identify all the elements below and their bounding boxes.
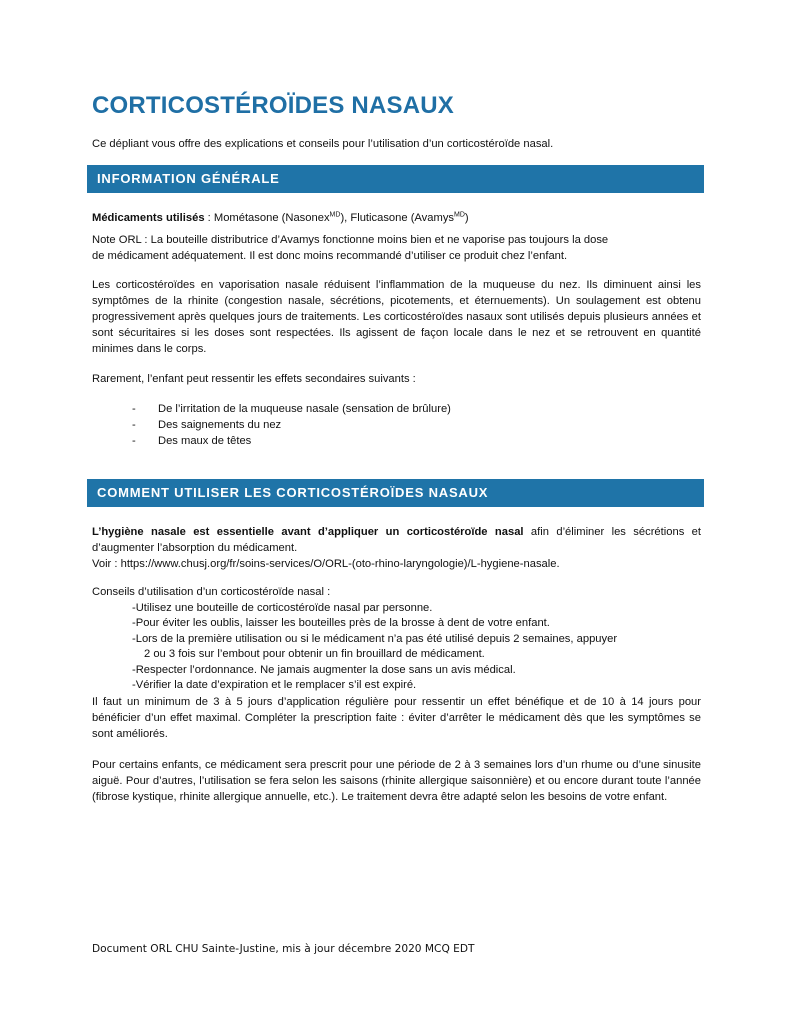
- list-item-text: De l’irritation de la muqueuse nasale (sensation de brûlure): [158, 403, 451, 415]
- trademark-sup-1: MD: [329, 211, 341, 219]
- list-item: [132, 401, 451, 417]
- tip-item: -Lors de la première utilisation ou si le médicament n’a pas été utilisé depuis 2 semaines, appuyer: [132, 632, 618, 645]
- tip-item: -Utilisez une bouteille de corticostéroïde nasal par personne.: [132, 601, 433, 614]
- intro-text: Ce dépliant vous offre des explications et conseils pour l’utilisation d’un corticostéroïde nasal.: [92, 138, 554, 150]
- hygiene-paragraph: [92, 524, 701, 556]
- trademark-sup-2: MD: [454, 211, 465, 219]
- hygiene-emphasis: L’hygiène nasale est essentielle avant d’appliquer un corticostéroïde nasal: [92, 526, 524, 538]
- tip-item: -Respecter l’ordonnance. Ne jamais augmenter la dose sans un avis médical.: [132, 663, 516, 676]
- dash-bullet: -: [132, 419, 136, 431]
- effects-paragraph: Les corticostéroïdes en vaporisation nasale réduisent l’inflammation de la muqueuse du nez. Ils diminuent ainsi les symptômes de la rhinite (congestion nasale, sécrétions, picotements, et éternuements). Un soulagement est obtenu progressivement après quelques jours de traitements. Les corticostéroïdes nasaux sont utilisés depuis plusieurs années et sont sécuritaires si les doses sont respectées. Ils agissent de façon locale dans le nez et se retrouvent en quantité minimes dans le corps.: [92, 279, 701, 355]
- medications-label: Médicaments utilisés: [92, 212, 205, 224]
- list-item: [132, 417, 451, 433]
- dash-bullet: -: [132, 435, 136, 447]
- hygiene-link[interactable]: Voir : https://www.chusj.org/fr/soins-services/O/ORL-(oto-rhino-laryngologie)/L-hygiene-nasale.: [92, 558, 560, 570]
- duration-paragraph: Il faut un minimum de 3 à 5 jours d’application régulière pour ressentir un effet bénéfique et de 10 à 14 jours pour bénéficier d’un effet maximal. Compléter la prescription faite : éviter d’arrêter le médicament dès que les symptômes se sont améliorés.: [92, 696, 701, 740]
- orl-note-line-1: Note ORL : La bouteille distributrice d’Avamys fonctionne moins bien et ne vaporise pas toujours la dose: [92, 234, 609, 246]
- tip-item: -Pour éviter les oublis, laisser les bouteilles près de la brosse à dent de votre enfant.: [132, 617, 550, 629]
- section-header-usage: COMMENT UTILISER LES CORTICOSTÉROÏDES NASAUX: [87, 479, 704, 507]
- hygiene-text: afin d’éliminer les sécrétions et d’augmenter l’absorption du médicament.: [92, 526, 701, 554]
- dash-bullet: -: [132, 403, 136, 415]
- medications-text-3: ): [464, 212, 469, 224]
- section-header-general: INFORMATION GÉNÉRALE: [87, 165, 704, 193]
- side-effects-intro: Rarement, l’enfant peut ressentir les effets secondaires suivants :: [92, 373, 416, 385]
- medications-line: [92, 210, 701, 226]
- side-effects-list: [132, 401, 451, 449]
- medications-text-2: ), Fluticasone (Avamys: [340, 212, 455, 224]
- list-item-text: Des saignements du nez: [158, 419, 282, 431]
- children-paragraph: Pour certains enfants, ce médicament sera prescrit pour une période de 2 à 3 semaines lors d’un rhume ou d’une sinusite aiguë. Pour d’autres, l’utilisation se fera selon les saisons (rhinite allergique saisonnière) et ou encore durant toute l’année (fibrose kystique, rhinite allergique annuelle, etc.). Le traitement devra être adapté selon les besoins de votre enfant.: [92, 759, 701, 803]
- page-title: CORTICOSTÉROÏDES NASAUX: [92, 92, 454, 119]
- document-footer: Document ORL CHU Sainte-Justine, mis à jour décembre 2020 MCQ EDT: [92, 943, 475, 955]
- orl-note-line-2: de médicament adéquatement. Il est donc moins recommandé d’utiliser ce produit chez l’enfant.: [92, 250, 568, 262]
- tips-list: [92, 585, 617, 694]
- medications-text-1: : Mométasone (Nasonex: [204, 212, 330, 224]
- tip-item-continuation: 2 ou 3 fois sur l’embout pour obtenir un fin brouillard de médicament.: [144, 648, 485, 660]
- tips-intro: Conseils d’utilisation d’un corticostéroïde nasal :: [92, 586, 331, 598]
- list-item-text: Des maux de têtes: [158, 435, 252, 447]
- tip-item: -Vérifier la date d’expiration et le remplacer s’il est expiré.: [132, 679, 417, 691]
- list-item: [132, 433, 451, 449]
